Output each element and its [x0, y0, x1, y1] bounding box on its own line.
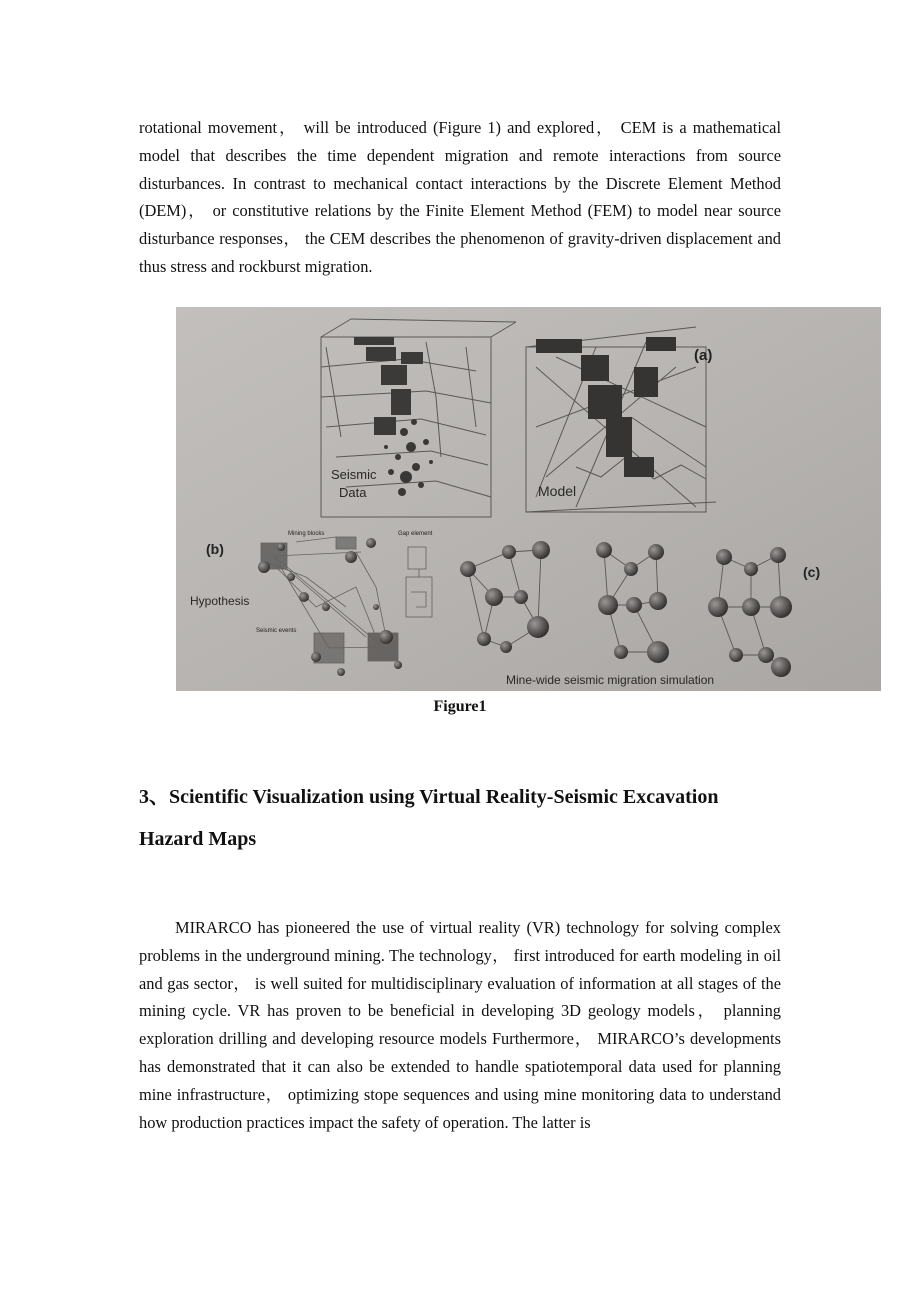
model-label: Model — [538, 483, 577, 499]
section-heading-line1: 3、Scientific Visualization using Virtual Reality-Seismic Excavation — [139, 786, 719, 808]
panel-a-label: (a) — [694, 347, 713, 364]
figure-caption: Figure1 — [433, 698, 487, 715]
paragraph-intro: rotational movement， will be introduced (Figure 1) and explored， CEM is a mathematical model that describes the time dependent migration and remote interactions from source disturbances. In contrast to mechanical contact interactions by the Discrete Element Method (DEM)， or constitutive relations by the Finite Element Method (FEM) to model near source disturbance responses， the CEM describes the phenomenon of gravity-driven displacement and thus stress and rockburst migration. — [139, 118, 781, 276]
panel-b-label: (b) — [206, 541, 224, 557]
section-heading-line2: Hazard Maps — [139, 828, 257, 850]
figure-1-image — [176, 307, 881, 691]
mining-blocks-label: Mining blocks — [288, 531, 325, 537]
simulation-label: Mine-wide seismic migration simulation — [506, 673, 715, 687]
paragraph-mirarco: MIRARCO has pioneered the use of virtual reality (VR) technology for solving complex problems in the underground mining. The technology， first introduced for earth modeling in oil and gas sector， is well suited for multidisciplinary evaluation of information at all stages of the mining cycle. VR has proven to be beneficial in developing 3D geology models， planning exploration drilling and developing resource models Furthermore， MIRARCO’s developments has demonstrated that it can also be extended to handle spatiotemporal data used for planning mine infrastructure， optimizing stope sequences and using mine monitoring data to understand how production practices impact the safety of operation. The latter is — [139, 918, 781, 1132]
panel-c-label: (c) — [803, 564, 821, 580]
seismic-label-line2: Data — [339, 485, 367, 500]
seismic-events-label: Seismic events — [256, 628, 297, 634]
hypothesis-label: Hypothesis — [190, 594, 250, 608]
gap-element-label: Gap element — [398, 531, 433, 537]
seismic-label-line1: Seismic — [331, 467, 377, 482]
